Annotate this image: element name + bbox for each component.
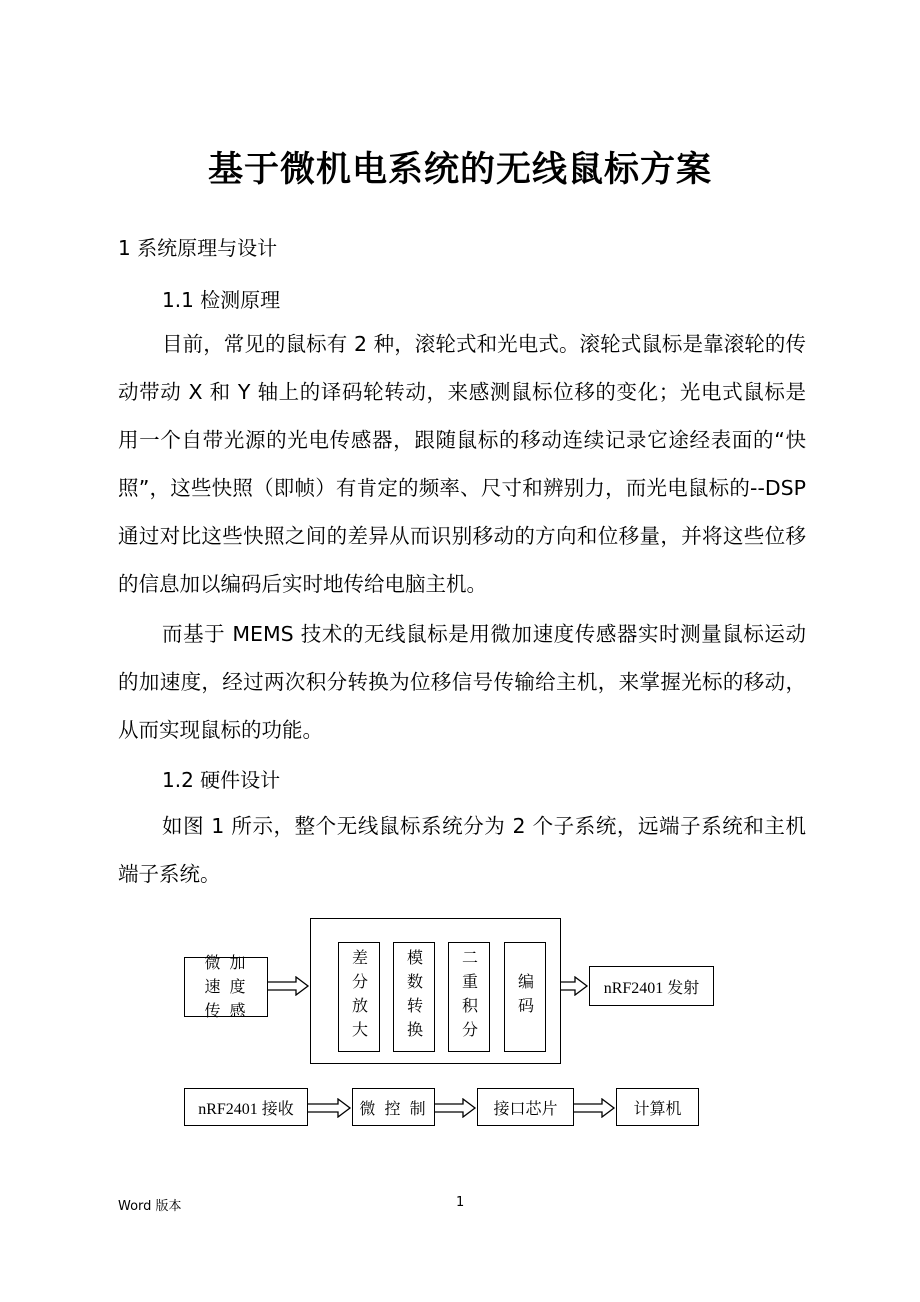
paragraph-detection-principle: 目前，常见的鼠标有 2 种，滚轮式和光电式。滚轮式鼠标是靠滚轮的传动带动 X 和 Y 轴上的译码轮转动，来感测鼠标位移的变化；光电式鼠标是用一个自带光源的光电传感器，跟随鼠标的移动连续记录它途经表面的“快照”，这些快照（即帧）有肯定的频率、尺寸和辨别力，而光电鼠标的--DSP 通过对比这些快照之间的差异从而识别移动的方向和位移量，并将这些位移的信息加以编码后实时地传给电脑主机。	[118, 332, 806, 596]
double-integration-block: 二重积分	[448, 942, 490, 1052]
paragraph-mems-mouse: 而基于 MEMS 技术的无线鼠标是用微加速度传感器实时测量鼠标运动的加速度，经过两次积分转换为位移信号传输给主机，来掌握光标的移动，从而实现鼠标的功能。	[118, 622, 806, 742]
differential-amplifier-block: 差分放大	[338, 942, 380, 1052]
arrow-processor-to-transmitter	[561, 976, 589, 996]
arrow-controller-to-interface	[435, 1098, 477, 1118]
nrf2401-receive-block: nRF2401 接收	[184, 1088, 308, 1126]
computer-block: 计算机	[616, 1088, 699, 1126]
ad-converter-block: 模数转换	[393, 942, 435, 1052]
arrow-receiver-to-controller	[308, 1098, 352, 1118]
nrf2401-transmit-block: nRF2401 发射	[589, 966, 714, 1006]
section-heading-1-1: 1.1 检测原理	[162, 288, 281, 312]
microcontroller-block: 微 控 制	[352, 1088, 435, 1126]
paragraph-hardware-design: 如图 1 所示，整个无线鼠标系统分为 2 个子系统，远端子系统和主机端子系统。	[118, 814, 806, 886]
page-number: 1	[456, 1195, 465, 1210]
interface-chip-block: 接口芯片	[477, 1088, 574, 1126]
section-heading-1: 1 系统原理与设计	[118, 236, 278, 260]
encoder-block: 编码	[504, 942, 546, 1052]
signal-processing-block	[310, 918, 561, 1064]
document-title: 基于微机电系统的无线鼠标方案	[207, 149, 712, 190]
arrow-sensor-to-processor	[268, 976, 310, 996]
section-heading-1-2: 1.2 硬件设计	[162, 768, 281, 792]
arrow-interface-to-computer	[574, 1098, 616, 1118]
accelerometer-sensor-block: 微 加 速 度 传 感	[184, 957, 268, 1017]
footer-label: Word 版本	[118, 1199, 182, 1214]
